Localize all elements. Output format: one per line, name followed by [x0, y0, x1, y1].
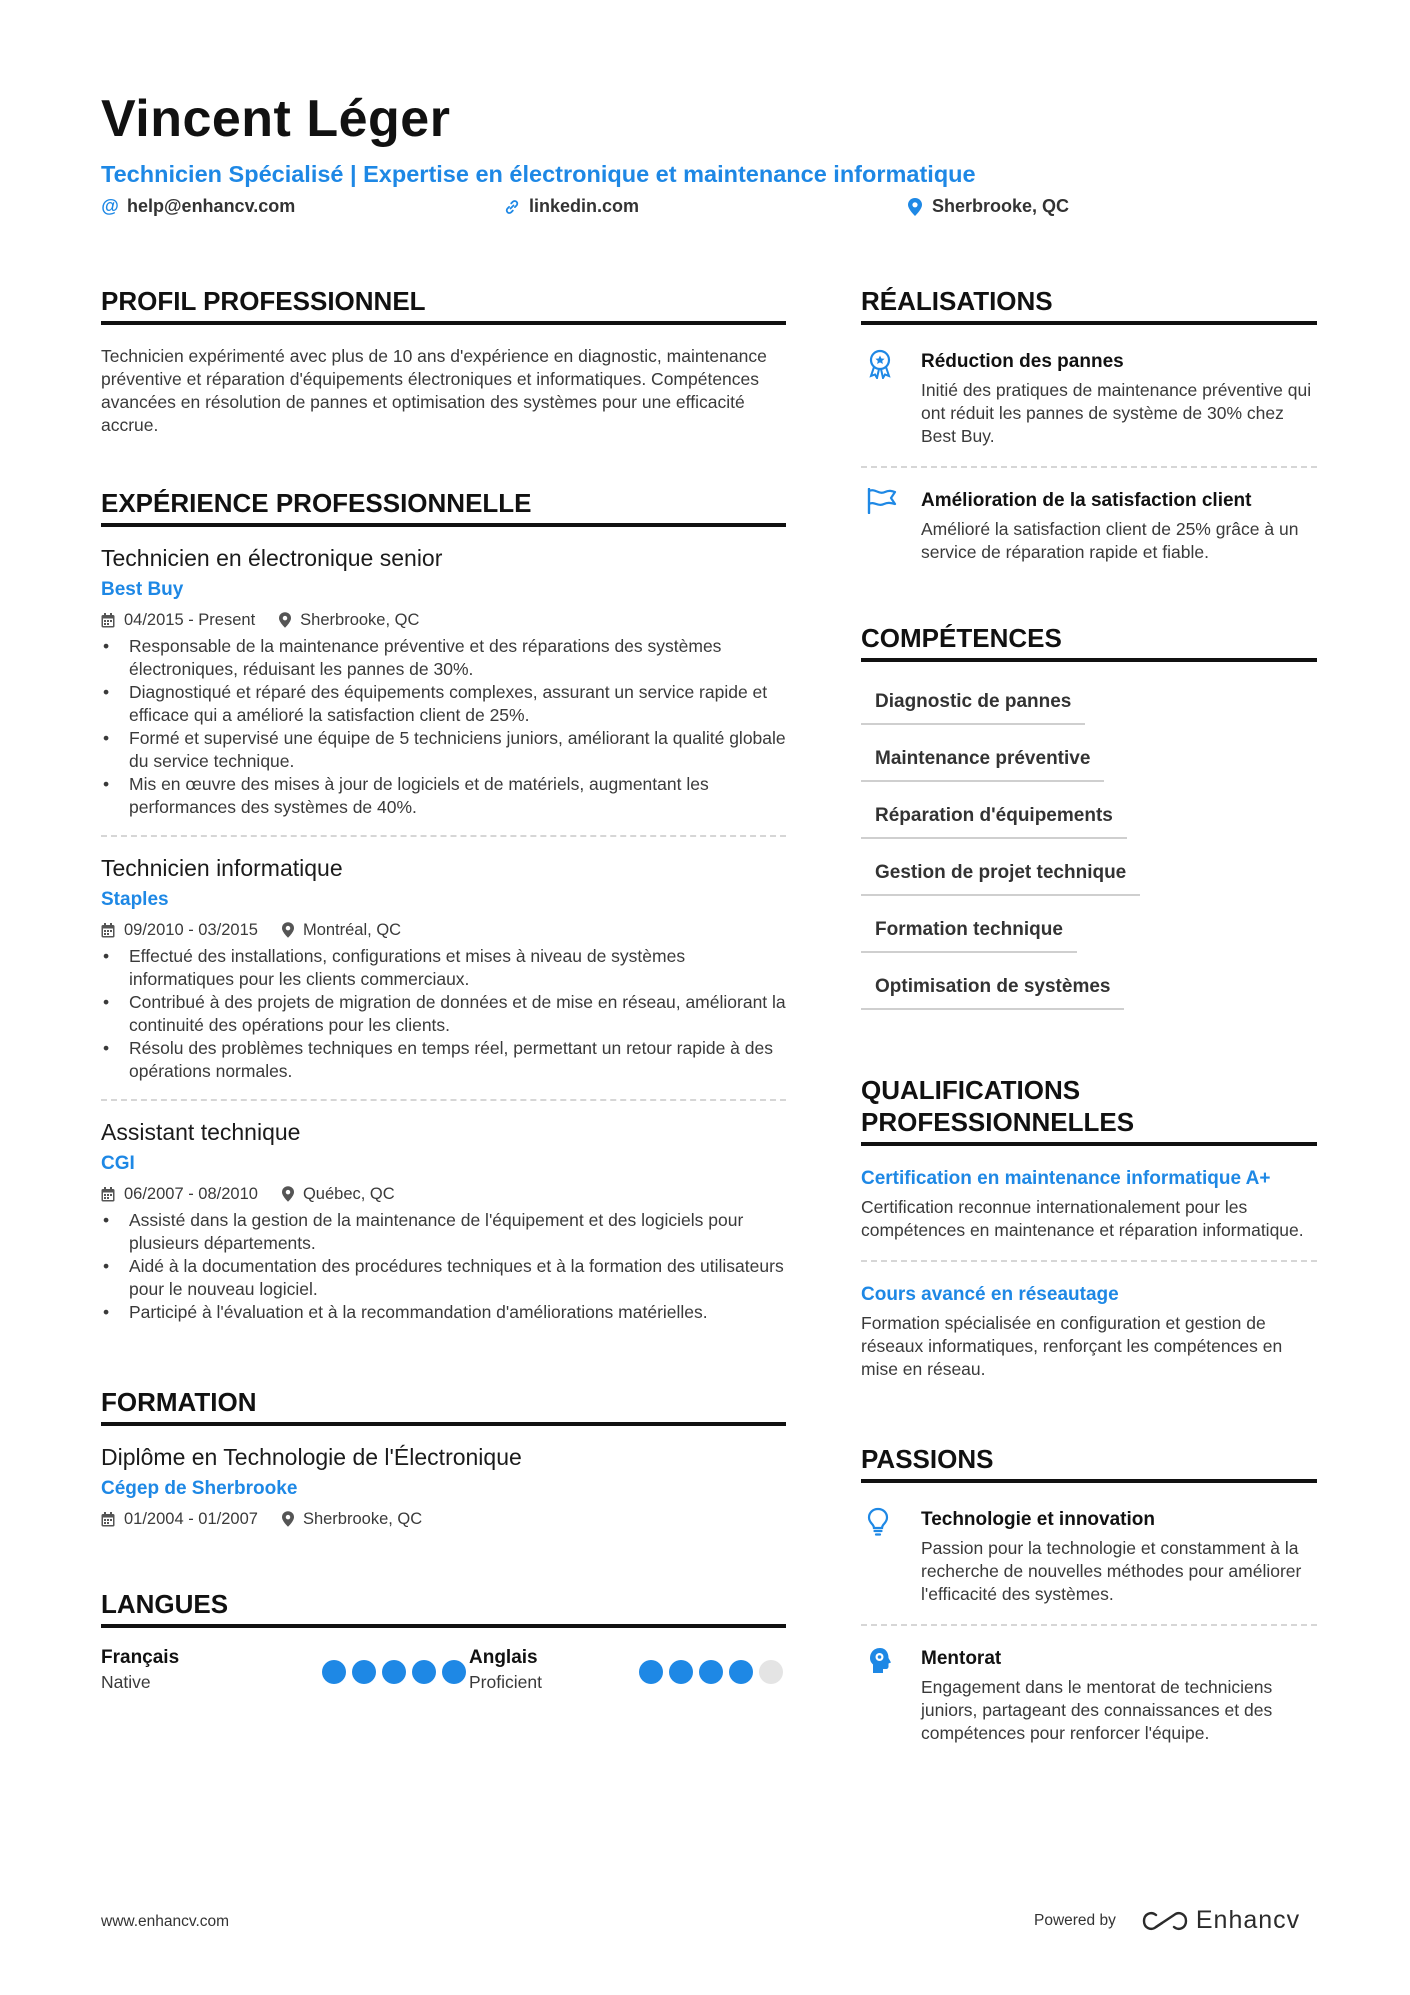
list-item: • Assisté dans la gestion de la maintenance de l'équipement et des logiciels pour plusieurs départements.	[101, 1209, 786, 1255]
qualification-title: Cours avancé en réseautage	[861, 1284, 1119, 1305]
job-location: Sherbrooke, QC	[279, 609, 419, 631]
award-icon	[867, 349, 893, 379]
calendar-icon	[101, 1512, 115, 1527]
job-location: Montréal, QC	[282, 919, 401, 941]
rating-dot	[382, 1660, 406, 1684]
qualification-item	[861, 1146, 1317, 1242]
calendar-icon	[101, 1187, 115, 1202]
achievement-item	[861, 468, 1317, 564]
contact-email[interactable]	[101, 196, 295, 217]
location-pin-icon	[282, 1511, 294, 1527]
email-text: help@enhancv.com	[127, 196, 296, 216]
link-icon	[503, 198, 521, 216]
achievement-desc: Amélioré la satisfaction client de 25% grâce à un service de réparation rapide et fiable.	[921, 519, 1299, 562]
achievement-title: Amélioration de la satisfaction client	[921, 490, 1252, 511]
head-gear-icon	[867, 1646, 893, 1676]
at-icon: @	[101, 196, 119, 216]
qualification-desc: Formation spécialisée en configuration et gestion de réseaux informatiques, renforçant les compétences en mise en réseau.	[861, 1313, 1283, 1379]
qualification-title: Certification en maintenance informatique A+	[861, 1168, 1271, 1189]
lightbulb-icon	[867, 1507, 889, 1537]
job-dates: 09/2010 - 03/2015	[101, 919, 258, 941]
experience-item	[101, 527, 786, 837]
education-meta	[101, 1508, 786, 1530]
section-title-languages: LANGUES	[101, 1588, 786, 1628]
experience-item	[101, 1101, 786, 1324]
qualifications-section	[861, 1074, 1317, 1381]
section-title-achievements: RÉALISATIONS	[861, 285, 1317, 325]
language-name: Français	[101, 1647, 180, 1668]
education-dates: 01/2004 - 01/2007	[101, 1508, 258, 1530]
job-bullets	[101, 945, 786, 1083]
qualification-desc: Certification reconnue internationalement pour les compétences en maintenance et réparation informatique.	[861, 1197, 1304, 1240]
calendar-icon	[101, 613, 115, 628]
list-item: • Responsable de la maintenance préventive et des réparations des systèmes électroniques, réduisant les pannes de 30%.	[101, 635, 786, 681]
list-item: • Diagnostiqué et réparé des équipements complexes, assurant un service rapide et efficace qui a amélioré la satisfaction client de 25%.	[101, 681, 786, 727]
list-item: • Formé et supervisé une équipe de 5 techniciens juniors, améliorant la qualité globale du service technique.	[101, 727, 786, 773]
list-item: • Contribué à des projets de migration de données et de mise en réseau, améliorant la continuité des opérations pour les clients.	[101, 991, 786, 1037]
enhancv-logo-icon	[1142, 1909, 1188, 1933]
job-bullets	[101, 635, 786, 819]
rating-dot	[442, 1660, 466, 1684]
rating-dot	[412, 1660, 436, 1684]
flag-icon	[867, 488, 897, 514]
location-pin-icon	[279, 612, 291, 628]
qualification-item	[861, 1262, 1317, 1381]
section-title-experience: EXPÉRIENCE PROFESSIONNELLE	[101, 487, 786, 527]
achievement-title: Réduction des pannes	[921, 351, 1124, 372]
job-location: Québec, QC	[282, 1183, 395, 1205]
section-title-skills: COMPÉTENCES	[861, 622, 1317, 662]
candidate-name: Vincent Léger	[101, 90, 451, 148]
job-meta	[101, 919, 786, 941]
right-column	[861, 285, 1317, 1745]
contact-linkedin[interactable]	[503, 196, 639, 217]
language-name: Anglais	[469, 1647, 538, 1668]
passion-item	[861, 1626, 1317, 1745]
rating-dot	[759, 1660, 783, 1684]
job-dates: 06/2007 - 08/2010	[101, 1183, 258, 1205]
job-meta	[101, 609, 786, 631]
location-pin-icon	[282, 1186, 294, 1202]
candidate-headline: Technicien Spécialisé | Expertise en électronique et maintenance informatique	[101, 161, 976, 187]
rating-dot	[352, 1660, 376, 1684]
rating-dot	[322, 1660, 346, 1684]
language-rating	[316, 1660, 466, 1684]
languages-list	[101, 1646, 786, 1694]
powered-by-label: Powered by	[1034, 1911, 1116, 1929]
linkedin-text: linkedin.com	[529, 196, 640, 216]
list-item: • Résolu des problèmes techniques en temps réel, permettant un retour rapide à des opérations normales.	[101, 1037, 786, 1083]
list-item: • Mis en œuvre des mises à jour de logiciels et de matériels, augmentant les performances des systèmes de 40%.	[101, 773, 786, 819]
language-level: Proficient	[469, 1672, 542, 1692]
rating-dot	[639, 1660, 663, 1684]
passion-desc: Engagement dans le mentorat de techniciens juniors, partageant des connaissances et des compétences pour renforcer l'équipe.	[921, 1677, 1273, 1743]
skill-tag: Formation technique	[861, 911, 1077, 953]
skill-tag: Maintenance préventive	[861, 740, 1104, 782]
school-name: Cégep de Sherbrooke	[101, 1478, 298, 1499]
rating-dot	[729, 1660, 753, 1684]
rating-dot	[669, 1660, 693, 1684]
section-title-passions: PASSIONS	[861, 1443, 1317, 1483]
contact-location	[906, 196, 1069, 217]
education-location: Sherbrooke, QC	[282, 1508, 422, 1530]
skill-tag: Réparation d'équipements	[861, 797, 1127, 839]
education-section	[101, 1386, 786, 1530]
languages-section	[101, 1588, 786, 1694]
language-rating	[633, 1660, 783, 1684]
job-meta	[101, 1183, 786, 1205]
resume-header	[101, 86, 1321, 226]
passion-title: Technologie et innovation	[921, 1509, 1155, 1530]
language-item	[101, 1646, 469, 1694]
passion-desc: Passion pour la technologie et constamment à la recherche de nouvelles méthodes pour améliorer l'efficacité des systèmes.	[921, 1538, 1302, 1604]
achievement-item	[861, 325, 1317, 448]
rating-dot	[699, 1660, 723, 1684]
footer-website[interactable]: www.enhancv.com	[101, 1913, 230, 1930]
company-name: CGI	[101, 1153, 135, 1174]
list-item: • Aidé à la documentation des procédures techniques et à la formation des utilisateurs pour le nouveau logiciel.	[101, 1255, 786, 1301]
skill-tag: Optimisation de systèmes	[861, 968, 1124, 1010]
degree-title: Diplôme en Technologie de l'Électronique	[101, 1444, 522, 1470]
job-dates: 04/2015 - Present	[101, 609, 255, 631]
experience-section	[101, 487, 786, 1324]
section-title-education: FORMATION	[101, 1386, 786, 1426]
company-name: Staples	[101, 889, 169, 910]
job-title: Technicien informatique	[101, 855, 343, 881]
passion-title: Mentorat	[921, 1648, 1002, 1669]
brand-name: Enhancv	[1195, 1906, 1301, 1934]
achievements-section	[861, 285, 1317, 564]
profile-summary: Technicien expérimenté avec plus de 10 ans d'expérience en diagnostic, maintenance préventive et réparation d'équipements électroniques et informatiques. Compétences avancées en résolution de pannes et optimisation des systèmes pour une efficacité accrue.	[101, 346, 767, 435]
job-title: Technicien en électronique senior	[101, 545, 443, 571]
skill-tag: Diagnostic de pannes	[861, 683, 1085, 725]
passion-item	[861, 1483, 1317, 1606]
language-item	[469, 1646, 786, 1694]
experience-item	[101, 837, 786, 1101]
language-level: Native	[101, 1672, 151, 1692]
left-column	[101, 285, 786, 1694]
company-name: Best Buy	[101, 579, 184, 600]
job-title: Assistant technique	[101, 1119, 301, 1145]
location-pin-icon	[282, 922, 294, 938]
location-text: Sherbrooke, QC	[932, 196, 1070, 216]
contact-bar	[101, 196, 1321, 226]
profile-section	[101, 285, 786, 437]
section-title-profile: PROFIL PROFESSIONNEL	[101, 285, 786, 325]
section-title-qualifications: QUALIFICATIONS PROFESSIONNELLES	[861, 1074, 1317, 1146]
skills-section	[861, 622, 1317, 1010]
skill-tag: Gestion de projet technique	[861, 854, 1140, 896]
achievement-desc: Initié des pratiques de maintenance préventive qui ont réduit les pannes de système de 30% chez Best Buy.	[921, 380, 1312, 446]
job-bullets	[101, 1209, 786, 1324]
location-pin-icon	[906, 198, 924, 216]
education-item	[101, 1426, 786, 1530]
list-item: • Participé à l'évaluation et à la recommandation d'améliorations matérielles.	[101, 1301, 786, 1324]
list-item: • Effectué des installations, configurations et mises à niveau de systèmes informatiques pour les clients commerciaux.	[101, 945, 786, 991]
footer-branding	[1034, 1906, 1300, 1935]
calendar-icon	[101, 923, 115, 938]
passions-section	[861, 1443, 1317, 1745]
